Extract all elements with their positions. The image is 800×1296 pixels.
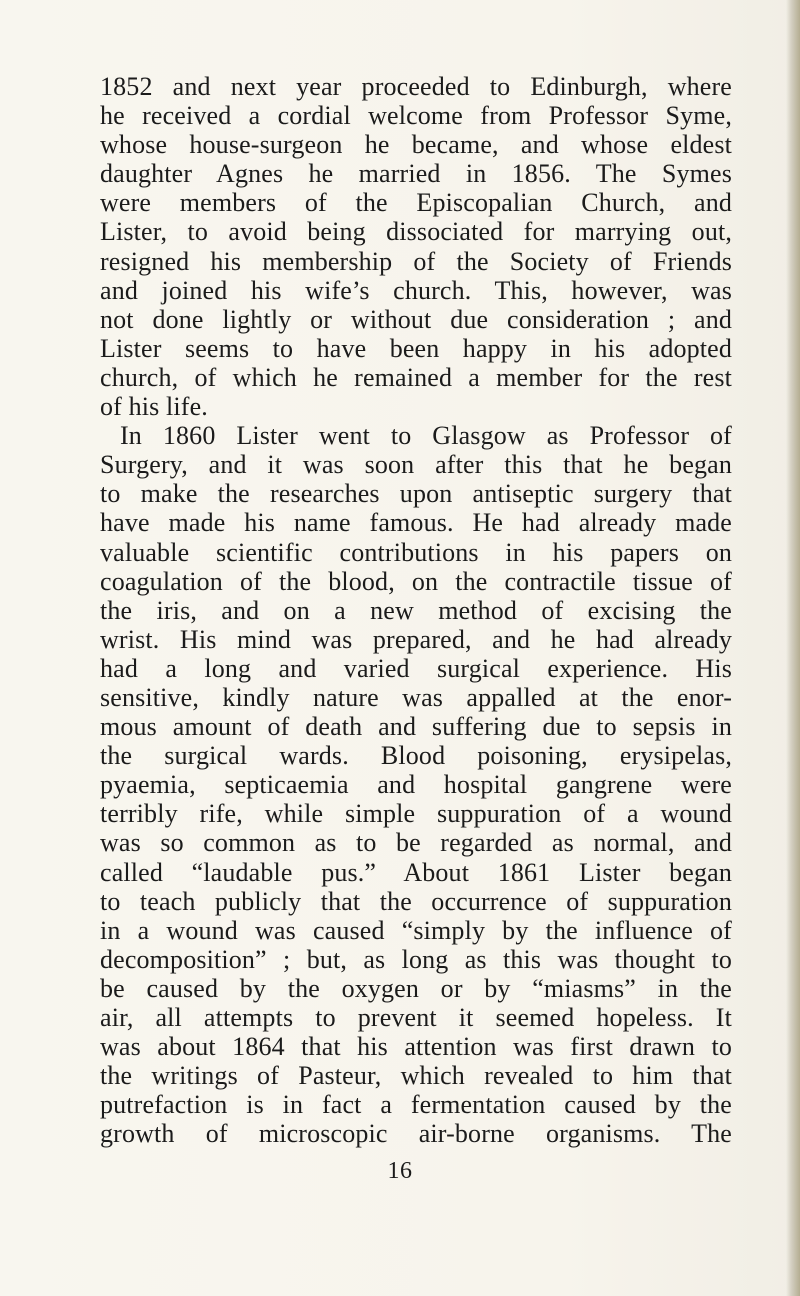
text-line: decomposition” ; but, as long as this was thought to xyxy=(100,944,732,974)
text-line: air, all attempts to prevent it seemed hopeless. It xyxy=(100,1003,732,1032)
page-number: 16 xyxy=(387,1158,413,1184)
text-line: the writings of Pasteur, which revealed to him that xyxy=(100,1061,732,1091)
text-line: Lister seems to have been happy in his adopted xyxy=(100,333,732,363)
text-line: pyaemia, septicaemia and hospital gangrene were xyxy=(100,770,732,800)
text-line: to make the researches upon antiseptic surgery that xyxy=(100,479,732,509)
text-line: 1852 and next year proceeded to Edinburgh, where xyxy=(100,72,732,101)
text-line: have made his name famous. He had already made xyxy=(100,508,732,538)
page-edge-shadow xyxy=(786,0,800,1296)
text-line: called “laudable pus.” About 1861 Lister began xyxy=(100,857,732,887)
text-line: sensitive, kindly nature was appalled at the enor- xyxy=(100,682,732,712)
text-line: to teach publicly that the occurrence of suppuration xyxy=(100,886,732,916)
text-line: growth of microscopic air-borne organisms. The xyxy=(100,1119,732,1149)
text-line: In 1860 Lister went to Glasgow as Professor of xyxy=(120,421,732,451)
text-line: he received a cordial welcome from Professor Syme, xyxy=(100,101,732,131)
text-line: wrist. His mind was prepared, and he had already xyxy=(100,624,732,654)
text-line: putrefaction is in fact a fermentation caused by the xyxy=(100,1090,732,1120)
text-line: resigned his membership of the Society of Friends xyxy=(100,246,732,276)
text-line: the surgical wards. Blood poisoning, erysipelas, xyxy=(100,741,732,771)
text-line: not done lightly or without due consideration ; and xyxy=(100,304,732,334)
text-line: Surgery, and it was soon after this that he began xyxy=(100,450,732,480)
text-line: had a long and varied surgical experience. His xyxy=(100,653,732,683)
text-line: church, of which he remained a member for the rest xyxy=(100,362,732,392)
text-line: coagulation of the blood, on the contractile tissue of xyxy=(100,566,732,596)
text-line: valuable scientific contributions in his papers on xyxy=(100,537,732,567)
text-line: daughter Agnes he married in 1856. The Symes xyxy=(100,159,732,189)
text-line: and joined his wife’s church. This, however, was xyxy=(100,275,732,305)
text-line: Lister, to avoid being dissociated for marrying out, xyxy=(100,217,732,247)
text-line: mous amount of death and suffering due to sepsis in xyxy=(100,712,732,742)
text-line: the iris, and on a new method of excising the xyxy=(100,595,732,625)
text-line: in a wound was caused “simply by the influence of xyxy=(100,915,732,945)
text-line: of his life. xyxy=(100,392,208,422)
text-line: was so common as to be regarded as normal, and xyxy=(100,828,732,858)
text-line: were members of the Episcopalian Church, and xyxy=(100,188,732,218)
text-line: whose house-surgeon he became, and whose eldest xyxy=(100,130,732,160)
text-line: be caused by the oxygen or by “miasms” in the xyxy=(100,973,732,1003)
text-line: was about 1864 that his attention was first drawn to xyxy=(100,1032,732,1062)
body-text xyxy=(100,72,732,1148)
text-line: terribly rife, while simple suppuration of a wound xyxy=(100,799,732,829)
